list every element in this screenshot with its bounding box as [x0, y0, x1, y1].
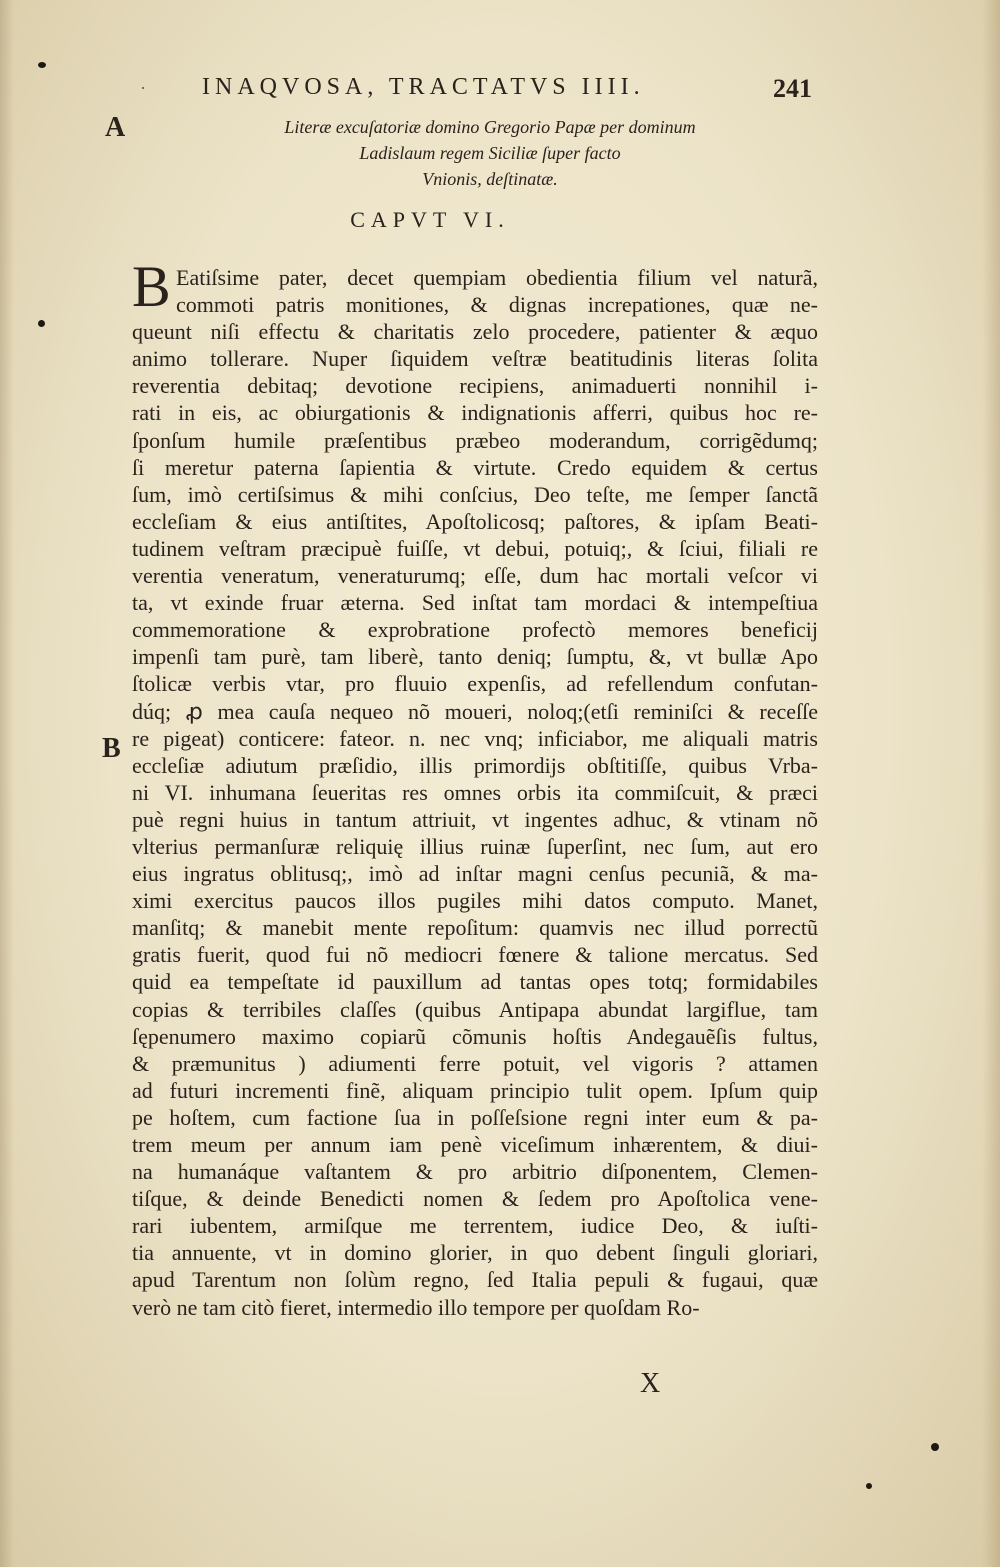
text-line: tiſque, & deinde Benedicti nomen & ſedem pro Apoſtolica vene- [132, 1186, 818, 1212]
text-line: quid ea tempeſtate id pauxillum ad tantas opes totq; formidabiles [132, 969, 818, 995]
heading-line: Literæ excuſatoriæ domino Gregorio Papæ per dominum [284, 117, 696, 137]
chapter-heading [230, 114, 750, 192]
text-line: eius ingratus oblitusq;, imò ad inſtar magni cenſus pecuniã, & ma- [132, 861, 818, 887]
text-line: animo tollerare. Nuper ſiquidem veſtræ beatitudinis literas ſolita [132, 346, 818, 372]
text-line: rati in eis, ac obiurgationis & indignationis afferri, quibus hoc re- [132, 400, 818, 426]
chapter-title: CAPVT VI. [350, 207, 510, 232]
drop-cap: B [132, 254, 171, 319]
text-line: commoti patris monitiones, & dignas increpationes, quæ ne- [176, 292, 818, 318]
text-line: & præmunitus ) adiumenti ferre potuit, vel vigoris ? attamen [132, 1050, 818, 1076]
text-line: ſtolicæ verbis vtar, pro fluuio expenſis, ad refellendum confutan- [132, 671, 818, 697]
text-line: ni VI. inhumana ſeueritas res omnes orbis ita commiſcuit, & præci [132, 779, 818, 805]
text-line: copias & terribiles claſſes (quibus Antipapa abundat largiflue, tam [132, 996, 818, 1022]
text-line: vlterius permanſuræ reliquię illius ruinæ ſuperſint, nec ſum, aut ero [132, 833, 818, 859]
text-line: gratis fuerit, quod fui nõ mediocri fœnere & talione mercatus. Sed [132, 942, 818, 968]
text-line: tia annuente, vt in domino glorier, in quo debent ſinguli gloriari, [132, 1240, 818, 1266]
ink-speck [38, 320, 45, 327]
text-line: tudinem veſtram præcipuè fuiſſe, vt debui, potuiq;, & ſciui, filiali re [132, 535, 818, 561]
text-line: verò ne tam citò fieret, intermedio illo tempore per quoſdam Ro- [132, 1294, 700, 1320]
running-head [140, 70, 820, 110]
page-shadow-right [982, 0, 1000, 1567]
text-line: eccleſiæ adiutum præſidio, illis primordijs obſtitiſſe, quibus Vrba- [132, 752, 818, 778]
ink-speck [38, 62, 46, 68]
text-line: puè regni huius in tantum attriuit, vt ingentes adhuc, & vtinam nõ [132, 806, 818, 832]
text-line: verentia veneratum, veneraturumq; eſſe, dum hac mortali veſcor vi [132, 563, 818, 589]
margin-letter-b: B [102, 733, 121, 764]
text-line: re pigeat) conticere: fateor. n. nec vnq; inficiabor, me aliquali matris [132, 725, 818, 751]
text-line: trem meum per annum iam penè viceſimum inhærentem, & diui- [132, 1132, 818, 1157]
page-number: 241 [773, 74, 812, 103]
ink-speck [866, 1483, 872, 1489]
text-line: reverentia debitaq; devotione recipiens, animaduerti nonnihil i- [132, 373, 818, 399]
heading-line: Vnionis, deſtinatæ. [422, 169, 558, 189]
heading-line: Ladislaum regem Siciliæ ſuper facto [359, 143, 621, 163]
text-line: rari iubentem, armiſque me terrentem, iudice Deo, & iuſti- [132, 1213, 818, 1239]
text-line: ta, vt exinde fruar æterna. Sed inſtat tam mordaci & intempeſtiua [132, 590, 818, 616]
text-line: impenſi tam purè, tam liberè, tanto deniq; ſumptu, &, vt bullæ Apo [132, 644, 818, 670]
text-line: ſum, imò certiſsimus & mihi conſcius, Deo teſte, me ſemper ſanctã [132, 481, 818, 507]
body-text [132, 264, 818, 1321]
text-line: queunt niſi effectu & charitatis zelo procedere, patienter & æquo [132, 319, 818, 345]
ink-dot: · [140, 78, 146, 98]
text-line: pe hoſtem, cum factione ſua in poſſeſsione regni inter eum & pa- [132, 1104, 818, 1130]
text-line: manſitq; & manebit mente repoſitum: quamvis nec illud porrectũ [132, 915, 818, 941]
text-line: commemoratione & exprobratione profectò memores beneficij [132, 617, 818, 643]
text-line: eccleſiam & eius antiſtites, Apoſtolicosq; paſtores, & ipſam Beati- [132, 508, 818, 534]
text-line: ſponſum humile præſentibus præbeo moderandum, corrigẽdumq; [132, 427, 818, 453]
text-line: Eatiſsime pater, decet quempiam obedientia filium vel naturã, [176, 265, 818, 290]
text-line: ſi meretur paterna ſapientia & virtute. Credo equidem & certus [132, 454, 818, 480]
text-line: apud Tarentum non ſolùm regno, ſed Italia pepuli & fugaui, quæ [132, 1267, 818, 1293]
running-title: INAQVOSA, TRACTATVS IIII. [202, 74, 645, 100]
text-line: na humanáque vaſtantem & pro arbitrio diſponentem, Clemen- [132, 1159, 818, 1185]
text-line: ad futuri incrementi finẽ, aliquam principio tulit opem. Ipſum quip [132, 1077, 818, 1103]
page-shadow-left [0, 0, 14, 1567]
ink-speck [931, 1443, 939, 1451]
text-line: ximi exercitus paucos illos pugiles mihi datos computo. Manet, [132, 888, 818, 914]
text-line: ſępenumero maximo copiarũ cõmunis hoſtis Andegauẽſis fultus, [132, 1023, 818, 1049]
text-line: dúq; ꝓ mea cauſa nequeo nõ moueri, noloq;(etſi reminiſci & receſſe [132, 698, 818, 724]
catchword: X [640, 1368, 661, 1399]
margin-letter-a: A [105, 112, 126, 143]
